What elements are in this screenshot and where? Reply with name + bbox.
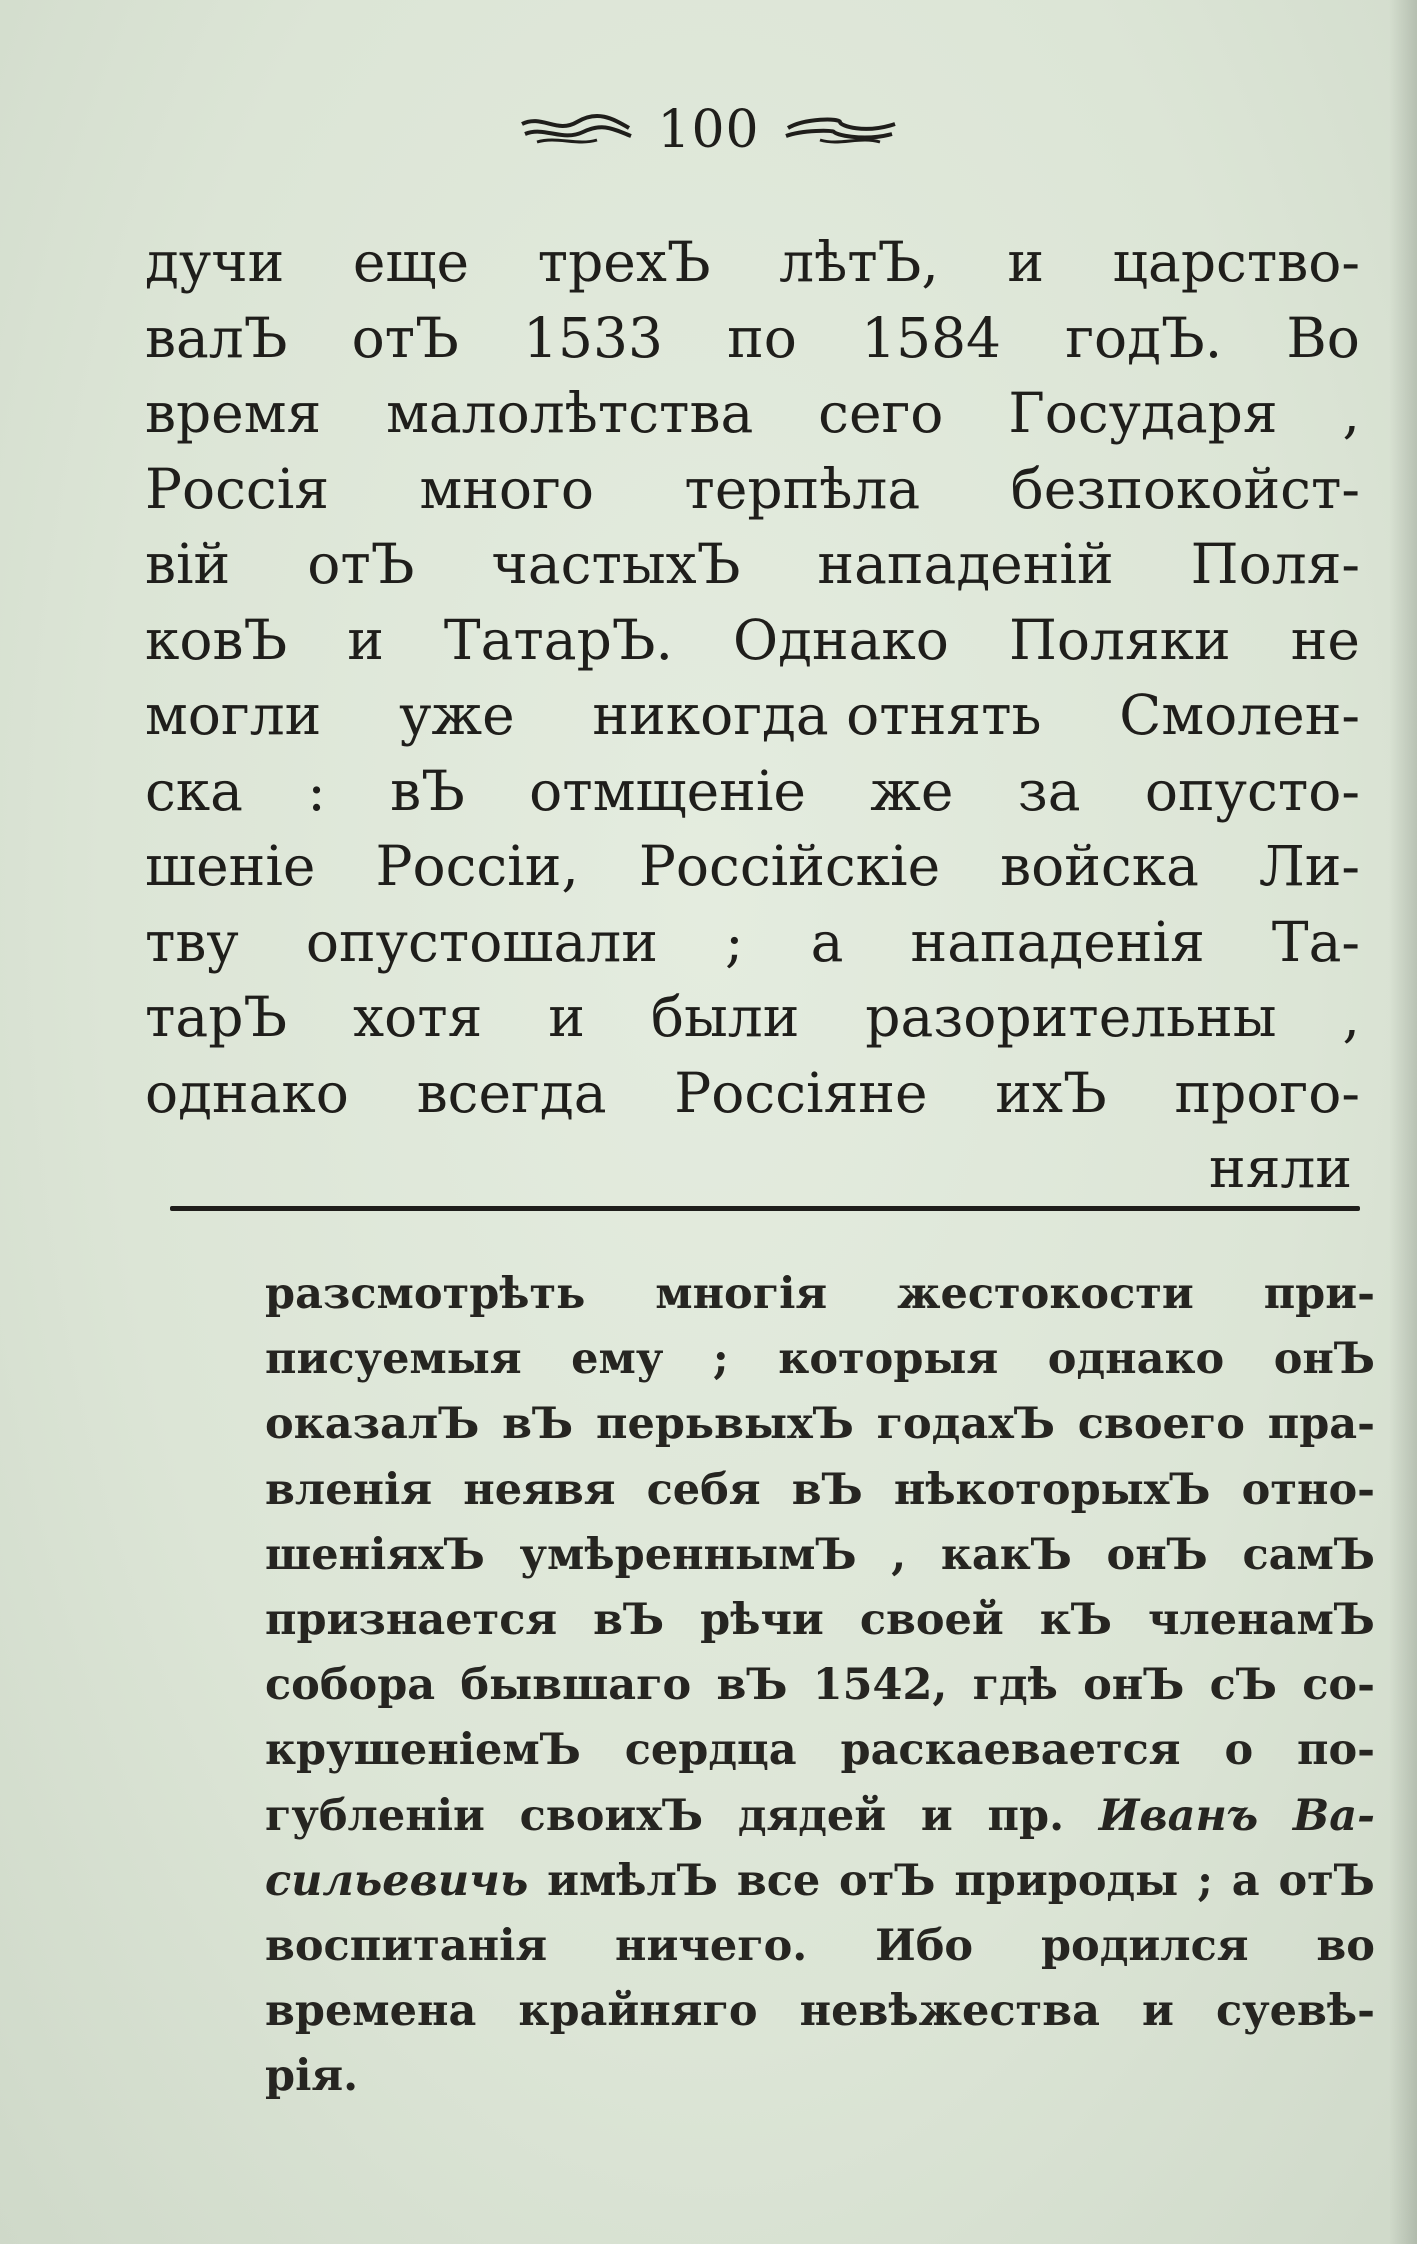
- footnote-line: [265, 1979, 1375, 2044]
- footnote-word: умѣреннымЪ: [519, 1529, 857, 1580]
- main-text-block: [145, 225, 1360, 1207]
- word: лѣтЪ,: [779, 230, 939, 294]
- word: 1533: [522, 305, 663, 370]
- footnote-word: рія.: [265, 2051, 359, 2102]
- word: Поляки: [1008, 607, 1231, 672]
- word: войска: [1000, 834, 1199, 898]
- footnote-line: [265, 1523, 1375, 1588]
- word: частыхЪ: [491, 532, 741, 596]
- word: Государя: [1008, 381, 1278, 445]
- right-ornament-icon: [780, 110, 900, 150]
- text-line: [145, 225, 1360, 301]
- word: вЪ: [390, 758, 465, 823]
- footnote-word: природы: [954, 1855, 1179, 1906]
- footnote-word: кЪ: [1039, 1594, 1112, 1645]
- word: уже: [399, 683, 515, 747]
- word: ТатарЪ.: [443, 607, 673, 672]
- word: еще: [352, 230, 470, 294]
- word: нападенія: [910, 909, 1205, 974]
- word: и: [1007, 230, 1045, 294]
- footnote-word: членамЪ: [1147, 1594, 1375, 1645]
- footnote-word: а: [1231, 1855, 1260, 1906]
- word: и: [347, 607, 384, 672]
- word: опустошали: [305, 909, 658, 974]
- footnote-word: собора: [265, 1660, 436, 1711]
- footnote-word: суевѣ-: [1215, 1986, 1375, 2037]
- footnote-word: отЪ: [1278, 1855, 1375, 1906]
- footnote-word: признается: [265, 1594, 558, 1645]
- word: Россіи,: [375, 834, 579, 898]
- footnote-word: во: [1316, 1920, 1375, 1971]
- footnote-word: рѣчи: [700, 1594, 824, 1645]
- footnote-word: годахЪ: [876, 1399, 1055, 1450]
- footnote-word: раскаевается: [840, 1725, 1181, 1776]
- footnote-word: Ибо: [875, 1920, 974, 1971]
- footnote-word: самЪ: [1242, 1529, 1375, 1580]
- footnote-word: какЪ: [940, 1529, 1072, 1580]
- word: Поля-: [1190, 532, 1360, 596]
- word: никогда отнять: [592, 683, 1042, 747]
- word: отмщеніе: [529, 758, 806, 823]
- footnote-word: онЪ: [1273, 1334, 1375, 1385]
- footnote-word: гдѣ: [972, 1660, 1058, 1711]
- footnote-word: вленія: [265, 1464, 433, 1515]
- footnote-word: крушеніемЪ: [265, 1725, 581, 1776]
- word: же: [870, 758, 954, 823]
- word: всегда: [416, 1060, 607, 1125]
- footnote-word: пра-: [1267, 1399, 1375, 1450]
- footnote-word: онЪ: [1083, 1660, 1185, 1711]
- word: а: [810, 909, 844, 974]
- footnote-word: Ва-: [1292, 1790, 1375, 1841]
- word: дучи: [145, 230, 285, 294]
- footnote-word: сердца: [624, 1725, 797, 1776]
- text-line: [145, 754, 1360, 830]
- footnote-word: родился: [1040, 1920, 1249, 1971]
- footnote-word: дядей: [737, 1790, 887, 1841]
- word: тву: [145, 909, 239, 974]
- catchword-line: [145, 1131, 1360, 1207]
- word: время: [145, 381, 322, 445]
- text-line: [145, 527, 1360, 603]
- footnote-word: сЪ: [1209, 1660, 1277, 1711]
- word: трехЪ: [537, 230, 711, 294]
- footnote-line: [265, 2044, 1375, 2109]
- footnote-line: [265, 1262, 1375, 1327]
- word: царство-: [1112, 230, 1360, 294]
- word: могли: [145, 683, 322, 747]
- footnote-word: ;: [1197, 1855, 1213, 1906]
- word: хотя: [353, 985, 483, 1049]
- footnote-word: писуемыя: [265, 1334, 522, 1385]
- word: вій: [145, 532, 231, 596]
- word: однако: [145, 1060, 349, 1125]
- left-ornament-icon: [517, 110, 637, 150]
- word: по: [727, 305, 797, 370]
- text-line: [145, 603, 1360, 679]
- text-line: [145, 376, 1360, 452]
- footnote-word: все: [736, 1855, 821, 1906]
- page-edge-shadow: [1389, 0, 1417, 2244]
- footnote-word: при-: [1263, 1269, 1375, 1319]
- word: отЪ: [351, 305, 459, 370]
- footnote-word: вЪ: [791, 1464, 863, 1515]
- footnote-word: отЪ: [839, 1855, 936, 1906]
- text-line: [145, 905, 1360, 981]
- text-line: [145, 1056, 1360, 1132]
- footnote-word: оказалЪ: [265, 1399, 480, 1450]
- word: тарЪ: [145, 985, 288, 1049]
- word: малолѣтства: [386, 381, 754, 445]
- footnote-line: [265, 1588, 1375, 1653]
- footnote-word: себя: [646, 1464, 761, 1515]
- footnote-word: перьвыхЪ: [596, 1399, 854, 1450]
- word: годЪ.: [1065, 305, 1223, 370]
- word: ;: [724, 909, 744, 974]
- text-line: [145, 829, 1360, 905]
- word: ска: [145, 758, 243, 823]
- word: безпокойст-: [1010, 456, 1360, 521]
- word: ,: [1342, 381, 1360, 445]
- footnote-word: и: [920, 1790, 953, 1841]
- footnote-word: жестокости: [897, 1269, 1194, 1319]
- footnote-line: [265, 1458, 1375, 1523]
- footnote-word: нѣкоторыхЪ: [893, 1464, 1211, 1515]
- catchword: няли: [1209, 1136, 1352, 1200]
- word: шеніе: [145, 834, 316, 898]
- word: сего: [818, 381, 944, 445]
- footnote-word: имѣлЪ: [547, 1855, 718, 1906]
- word: валЪ: [145, 305, 288, 370]
- word: терпѣла: [684, 456, 921, 521]
- footnote-word: 1542,: [812, 1660, 948, 1711]
- word: много: [419, 456, 594, 521]
- text-line: [145, 980, 1360, 1056]
- footnote-word: сильевичь: [265, 1855, 529, 1906]
- footnote-word: неявя: [463, 1464, 616, 1515]
- footnote-word: ничего.: [615, 1920, 808, 1971]
- footnote-line: [265, 1914, 1375, 1979]
- footnote-word: губленіи: [265, 1790, 485, 1841]
- footnote-line: [265, 1784, 1375, 1849]
- word: ихЪ: [995, 1060, 1107, 1125]
- word: Россіяне: [674, 1060, 928, 1125]
- footnote-word: однако: [1047, 1334, 1225, 1385]
- footnote-word: онЪ: [1106, 1529, 1208, 1580]
- word: отЪ: [307, 532, 415, 596]
- word: прого-: [1174, 1060, 1360, 1125]
- text-line: [145, 452, 1360, 528]
- word: Россія: [145, 456, 330, 521]
- word: Россійскіе: [638, 834, 941, 898]
- word: Во: [1286, 305, 1360, 370]
- text-line: [145, 678, 1360, 754]
- word: за: [1017, 758, 1081, 823]
- footnote-word: вЪ: [502, 1399, 574, 1450]
- footnote-line: [265, 1653, 1375, 1718]
- word: ,: [1342, 985, 1360, 1049]
- page-header: [0, 95, 1417, 165]
- word: опусто-: [1144, 758, 1360, 823]
- footnote-word: Иванъ: [1098, 1790, 1259, 1841]
- footnote-word: ;: [712, 1334, 729, 1385]
- word: были: [650, 985, 800, 1049]
- word: ковЪ: [145, 607, 288, 672]
- footnote-word: вЪ: [593, 1594, 665, 1645]
- footnote-line: [265, 1849, 1375, 1914]
- word: Смолен-: [1119, 683, 1360, 747]
- footnote-separator-rule: [170, 1206, 1360, 1211]
- footnote-word: своего: [1077, 1399, 1245, 1450]
- footnote-word: и: [1142, 1986, 1174, 2037]
- page-number: 100: [657, 100, 760, 160]
- footnote-word: своей: [859, 1594, 1004, 1645]
- footnote-line: [265, 1718, 1375, 1783]
- footnote-word: со-: [1302, 1660, 1375, 1711]
- word: Однако: [733, 607, 949, 672]
- footnote-word: вЪ: [716, 1660, 788, 1711]
- footnote-word: невѣжества: [799, 1986, 1100, 2037]
- footnote-word: воспитанія: [265, 1920, 548, 1971]
- word: и: [548, 985, 585, 1049]
- footnote-word: по-: [1296, 1725, 1375, 1776]
- footnote-word: шеніяхЪ: [265, 1529, 485, 1580]
- word: нападеній: [817, 532, 1114, 596]
- footnote-word: бывшаго: [460, 1660, 692, 1711]
- word: Та-: [1271, 909, 1360, 974]
- footnote-word: пр.: [987, 1790, 1065, 1841]
- footnote-word: многія: [655, 1269, 828, 1319]
- footnote-word: о: [1224, 1725, 1254, 1776]
- footnote-block: [265, 1262, 1375, 2109]
- footnote-word: крайняго: [518, 1986, 758, 2037]
- footnote-word: разсмотрѣть: [265, 1269, 586, 1319]
- text-line: [145, 301, 1360, 377]
- word: 1584: [861, 305, 1002, 370]
- word: :: [307, 758, 326, 823]
- footnote-word: времена: [265, 1986, 477, 2037]
- word: разорительны: [865, 985, 1277, 1049]
- footnote-word: своихЪ: [519, 1790, 704, 1841]
- footnote-line: [265, 1392, 1375, 1457]
- footnote-line: [265, 1327, 1375, 1392]
- footnote-word: ,: [891, 1529, 907, 1580]
- word: Ли-: [1258, 834, 1360, 898]
- footnote-word: ему: [571, 1334, 664, 1385]
- footnote-word: которыя: [778, 1334, 999, 1385]
- word: не: [1290, 607, 1360, 672]
- footnote-word: отно-: [1241, 1464, 1375, 1515]
